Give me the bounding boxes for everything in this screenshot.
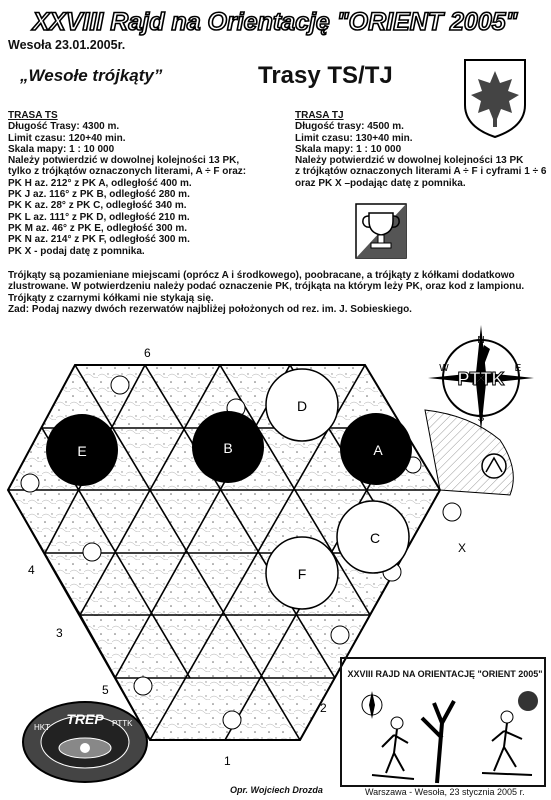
circle-f-label: F — [297, 566, 307, 582]
circle-d-label: D — [296, 398, 308, 414]
trasa-ts-line: PK L az. 111° z PK D, odległość 210 m. — [8, 211, 190, 223]
circle-c-label: C — [369, 530, 381, 546]
note-line: Trójkąty z czarnymi kółkami nie stykają się. — [8, 292, 214, 304]
white-circle-f — [266, 537, 338, 609]
trasa-tj-heading: TRASA TJ — [295, 110, 344, 121]
trasa-ts-line: PK M az. 46° z PK E, odległość 300 m. — [8, 222, 188, 234]
club-logo — [20, 700, 150, 789]
club-logo-top: TREP — [66, 711, 104, 727]
location-date: Wesoła 23.01.2005r. — [8, 38, 126, 52]
trasa-ts-line: PK X - podaj datę z pomnika. — [8, 245, 145, 257]
black-circle-e — [46, 414, 118, 486]
circle-a-label: A — [373, 442, 383, 458]
trasa-ts-block — [8, 110, 246, 257]
routes-title: Trasy TS/TJ — [258, 62, 393, 89]
white-circle-c — [337, 501, 409, 573]
note-line: Zad: Podaj nazwy dwóch rezerwatów najbliżej położonych od rez. im. J. Sobieskiego. — [8, 303, 412, 315]
compass-s-label: S — [477, 413, 485, 424]
trasa-tj-line: Należy potwierdzić w dowolnej kolejności 13 PK — [295, 155, 524, 167]
trasa-tj-line: oraz PK X –podając datę z pomnika. — [295, 177, 466, 189]
badge-title: XXVIII RAJD NA ORIENTACJĘ "ORIENT 2005" — [347, 669, 543, 679]
triangle-number-4: 4 — [28, 563, 35, 577]
trasa-tj-line: Limit czasu: 130+40 min. — [295, 132, 413, 144]
footer-credit: Opr. Wojciech Drozda — [230, 785, 323, 795]
subtitle: „Wesołe trójkąty” — [20, 66, 163, 85]
note-line: zlustrowane. W potwierdzeniu należy podać oznaczenie PK, trójkąta na którym leży PK, oraz kod z lampionu. — [8, 281, 525, 293]
compass-w-label: W — [439, 363, 449, 374]
trasa-ts-line: PK J az. 116° z PK B, odległość 280 m. — [8, 189, 190, 201]
white-circle-d — [266, 369, 338, 441]
title-banner — [0, 0, 551, 40]
trasa-tj-line: Długość trasy: 4500 m. — [295, 121, 404, 133]
note-line: Trójkąty są pozamieniane miejscami (oprócz A i środkowego), poobracane, a trójkąty z kółkami dodatkowo — [8, 270, 515, 281]
trasa-ts-line: PK N az. 214° z PK F, odległość 300 m. — [8, 234, 190, 246]
footer-date: Warszawa - Wesoła, 23 stycznia 2005 r. — [365, 787, 525, 797]
trasa-ts-line: Należy potwierdzić w dowolnej kolejności 13 PK, — [8, 155, 240, 167]
trasa-tj-line: Skala mapy: 1 : 10 000 — [295, 143, 402, 155]
club-logo-left: HKT — [34, 723, 50, 732]
triangle-number-6: 6 — [144, 346, 151, 360]
club-logo-right: PTTK — [112, 719, 133, 728]
triangle-number-2: 2 — [320, 701, 327, 715]
triangle-number-3: 3 — [56, 626, 63, 640]
trasa-ts-line: Długość Trasy: 4300 m. — [8, 121, 120, 133]
triangle-number-1: 1 — [224, 754, 231, 768]
black-circle-a — [340, 413, 412, 485]
pttk-logo-text: PTTK — [457, 369, 505, 389]
trasa-ts-line: Limit czasu: 120+40 min. — [8, 132, 126, 144]
trasa-ts-line: Skala mapy: 1 : 10 000 — [8, 143, 115, 155]
trasa-ts-line: PK K az. 28° z PK C, odległość 340 m. — [8, 200, 187, 212]
circle-b-label: B — [223, 440, 233, 456]
notes-block — [8, 270, 524, 315]
trasa-tj-block — [295, 110, 546, 189]
trasa-tj-line: z trójkątów oznaczonych literami A ÷ F i cyframi 1 ÷ 6 — [295, 166, 547, 178]
point-x-label: X — [458, 541, 467, 555]
trasa-ts-line: tylko z trójkątów oznaczonych literami, A ÷ F oraz: — [8, 166, 247, 178]
black-circle-b — [192, 411, 264, 483]
compass-e-label: E — [514, 363, 522, 374]
circle-e-label: E — [77, 443, 87, 459]
trasa-ts-heading: TRASA TS — [8, 110, 58, 121]
page-title: XXVIII Rajd na Orientację "ORIENT 2005" — [32, 8, 518, 36]
compass-n-label: N — [477, 335, 485, 346]
triangle-number-5: 5 — [102, 683, 109, 697]
trophy-icon — [355, 203, 407, 264]
event-badge — [340, 657, 546, 787]
trasa-ts-line: PK H az. 212° z PK A, odległość 400 m. — [8, 177, 192, 189]
